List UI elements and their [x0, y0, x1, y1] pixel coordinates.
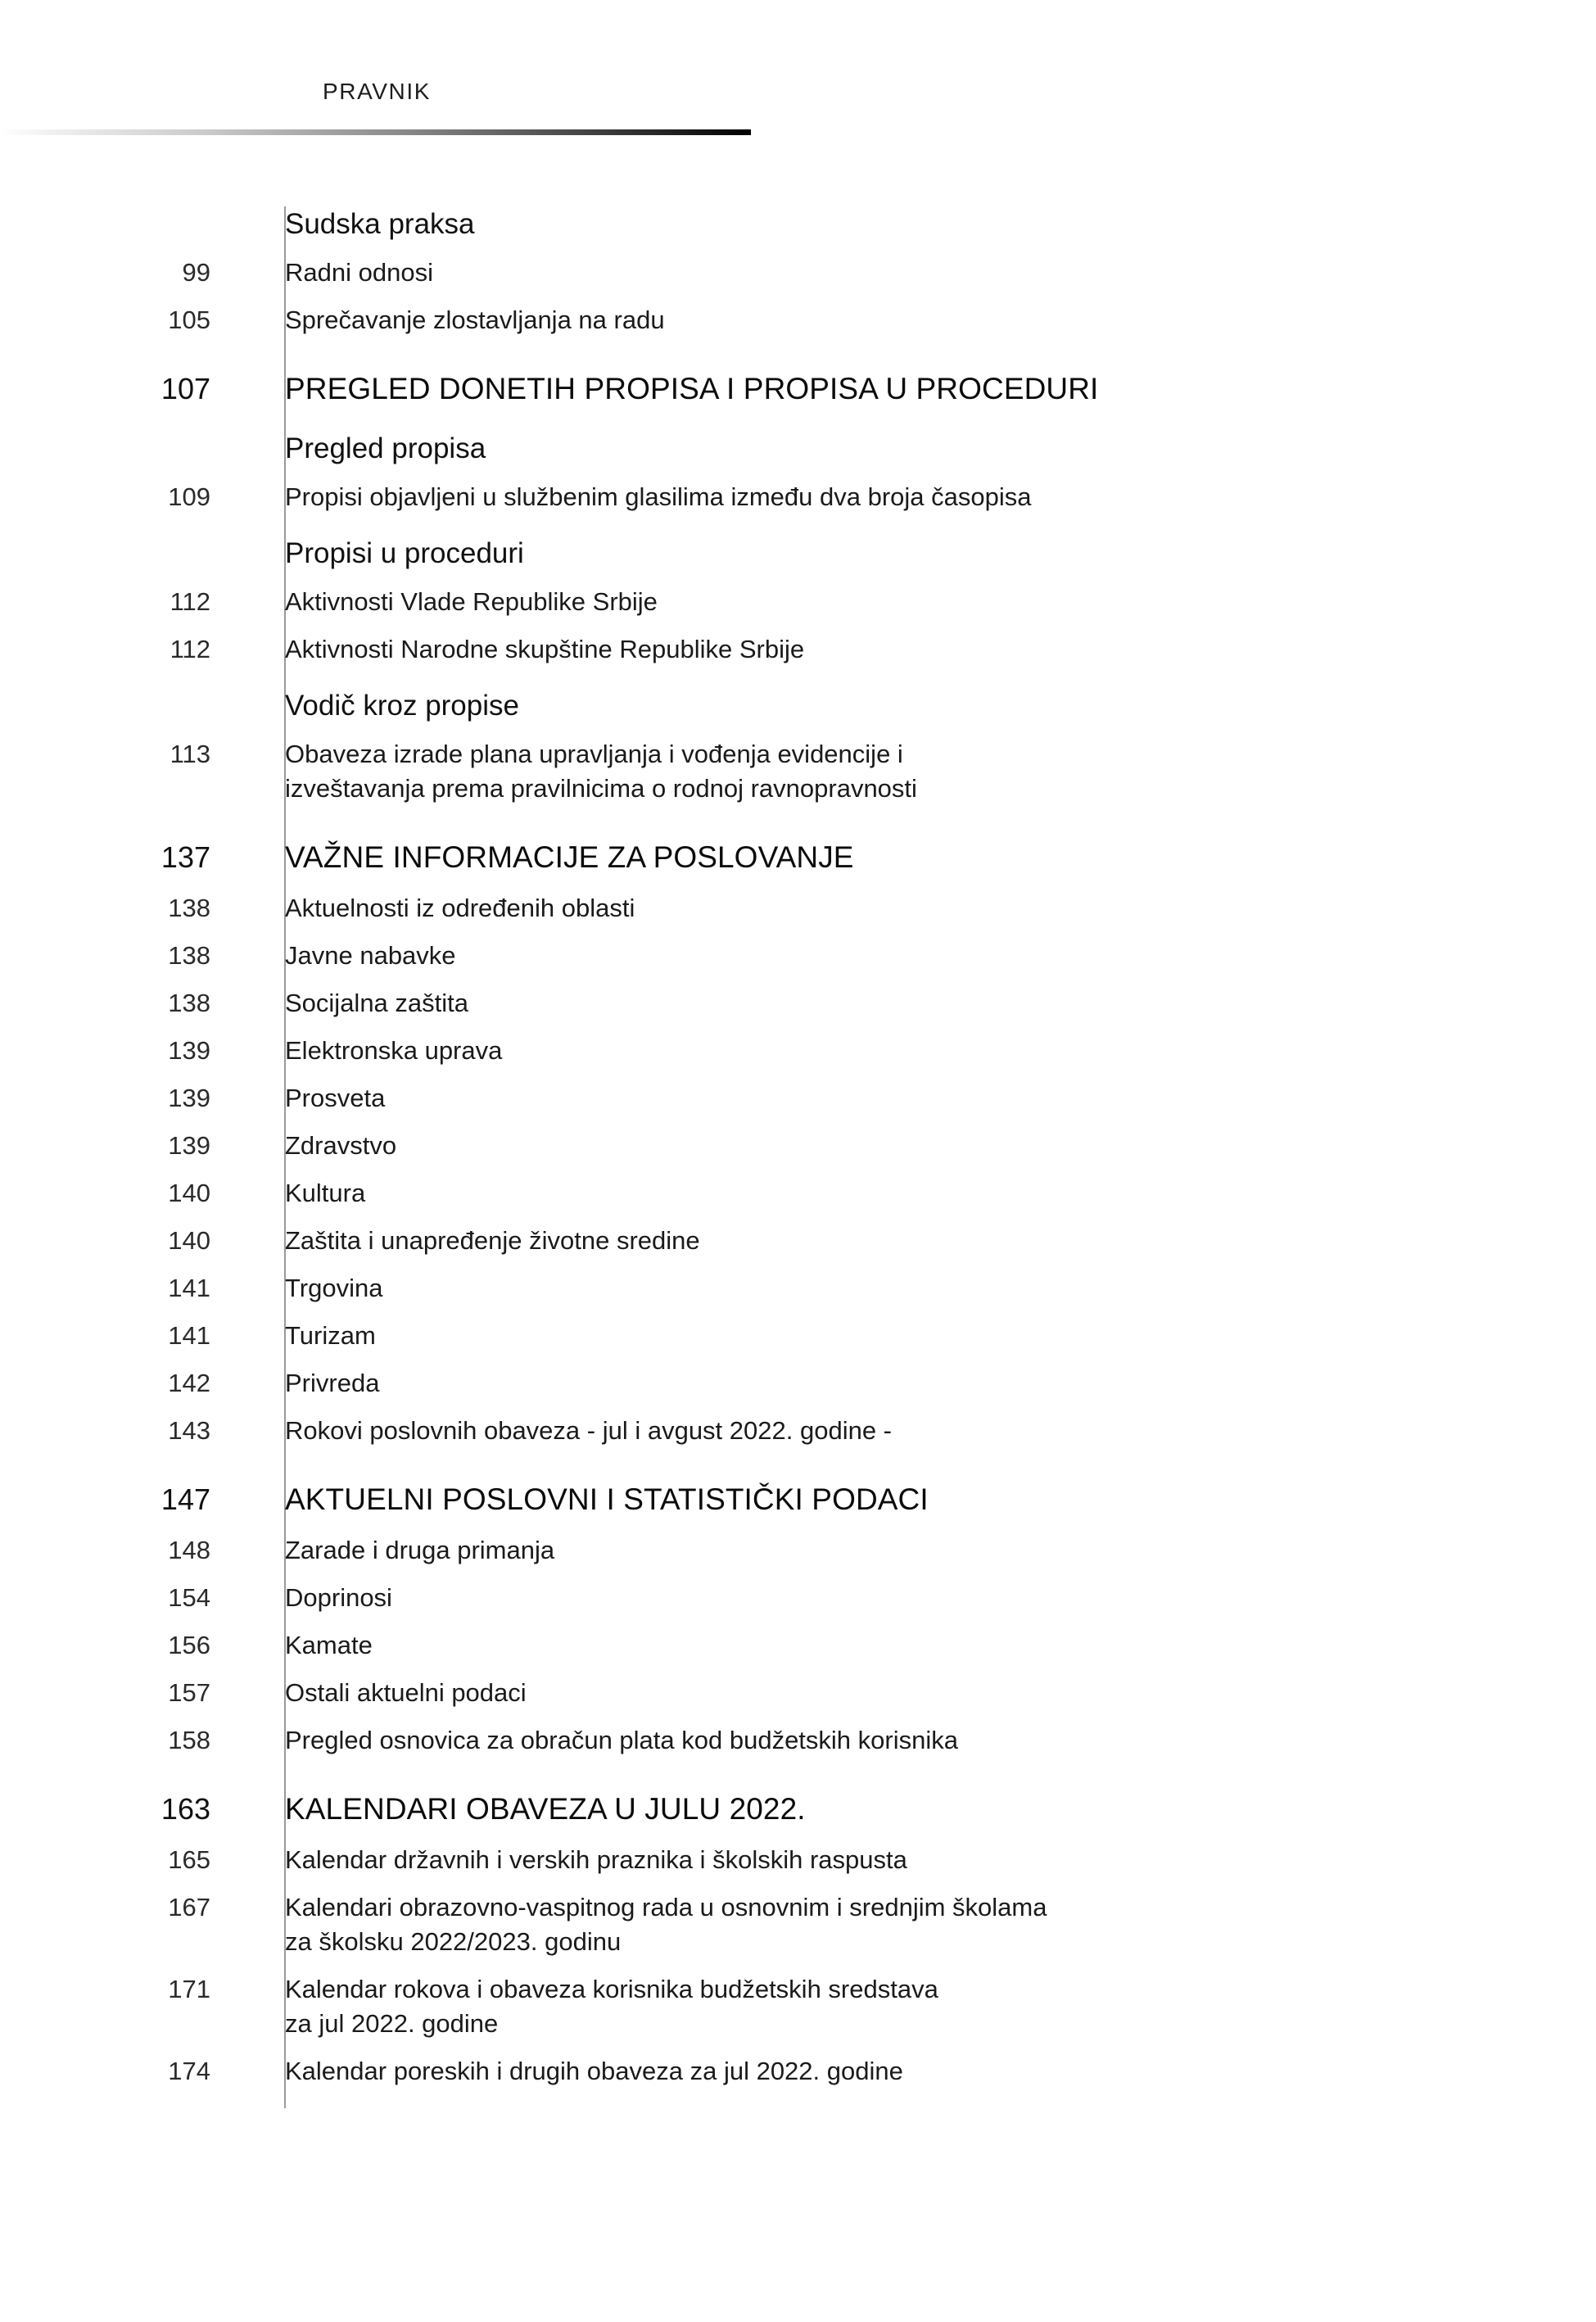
toc-page-number: 142: [168, 1369, 210, 1397]
toc-title-line: VAŽNE INFORMACIJE ZA POSLOVANJE: [285, 840, 854, 874]
toc-entry-row[interactable]: [0, 1319, 1596, 1353]
toc-entry-title: [250, 986, 1596, 1021]
toc-section-row[interactable]: [0, 1479, 1596, 1520]
toc-title-line: Zarade i druga primanja: [285, 1536, 555, 1564]
toc-title-line: Ostali aktuelni podaci: [285, 1678, 527, 1707]
toc-entry-title: [250, 256, 1596, 290]
toc-title-line: Aktivnosti Narodne skupštine Republike Srbije: [285, 635, 805, 663]
toc-page-number: 139: [168, 1036, 210, 1065]
toc-entry-row[interactable]: [0, 1034, 1596, 1068]
toc-title-line: Kultura: [285, 1179, 366, 1207]
toc-entry-title: [250, 837, 1596, 878]
toc-page-number: 174: [168, 2057, 210, 2085]
toc-section-row[interactable]: [0, 1789, 1596, 1830]
toc-entry-row[interactable]: [0, 256, 1596, 290]
toc-entry-row[interactable]: [0, 737, 1596, 806]
toc-title-line: KALENDARI OBAVEZA U JULU 2022.: [285, 1792, 806, 1826]
toc-page-number: 143: [168, 1416, 210, 1445]
toc-page-number: 139: [168, 1084, 210, 1112]
toc-entry-row[interactable]: [0, 1271, 1596, 1306]
toc-entry-row[interactable]: [0, 1414, 1596, 1448]
table-of-contents: [0, 206, 1596, 2108]
toc-entry-row[interactable]: [0, 1676, 1596, 1710]
toc-entry-row[interactable]: [0, 1628, 1596, 1663]
toc-title-line: Pregled propisa: [285, 432, 486, 464]
toc-entry-title: [250, 1224, 1596, 1258]
toc-title-line: AKTUELNI POSLOVNI I STATISTIČKI PODACI: [285, 1482, 929, 1516]
toc-entry-title: [250, 1533, 1596, 1568]
toc-title-line: Zaštita i unapređenje životne sredine: [285, 1226, 700, 1255]
toc-title-line: Kalendar državnih i verskih praznika i školskih raspusta: [285, 1845, 907, 1874]
toc-title-line: Doprinosi: [285, 1583, 392, 1612]
toc-page-number: 138: [168, 941, 210, 970]
toc-page-number: 163: [161, 1792, 210, 1826]
toc-entry-row[interactable]: [0, 480, 1596, 514]
toc-title-line: Kalendar poreskih i drugih obaveza za jul 2022. godine: [285, 2057, 903, 2085]
toc-page-number: 167: [168, 1893, 210, 1921]
toc-entry-title: [250, 1972, 1596, 2041]
page-title: PRAVNIK: [322, 79, 432, 104]
toc-title-line: Sudska praksa: [285, 208, 475, 240]
toc-title-line: PREGLED DONETIH PROPISA I PROPISA U PROCEDURI: [285, 372, 1099, 405]
toc-title-line: Propisi objavljeni u službenim glasilima između dva broja časopisa: [285, 482, 1032, 511]
toc-entry-title: [250, 431, 1596, 467]
toc-entry-row[interactable]: [0, 1890, 1596, 1959]
toc-entry-row[interactable]: [0, 1723, 1596, 1758]
toc-page-number: 154: [168, 1583, 210, 1612]
toc-entry-title: [250, 1319, 1596, 1353]
toc-title-line: Vodič kroz propise: [285, 690, 519, 722]
toc-entry-row[interactable]: [0, 1581, 1596, 1615]
toc-entry-row[interactable]: [0, 2054, 1596, 2089]
toc-entry-title: [250, 585, 1596, 619]
toc-title-line: Prosveta: [285, 1084, 386, 1112]
toc-entry-title: [250, 1034, 1596, 1068]
toc-title-line: Obaveza izrade plana upravljanja i vođenja evidencije i: [285, 740, 903, 768]
toc-title-line: Privreda: [285, 1369, 380, 1397]
toc-page-number: 147: [161, 1482, 210, 1516]
toc-title-line: Zdravstvo: [285, 1131, 397, 1160]
toc-subheading-row[interactable]: [0, 536, 1596, 572]
toc-entry-title: [250, 1676, 1596, 1710]
toc-title-line: Propisi u proceduri: [285, 537, 524, 569]
toc-entry-row[interactable]: [0, 1081, 1596, 1116]
toc-entry-title: [250, 1479, 1596, 1520]
toc-entry-title: [250, 632, 1596, 667]
toc-entry-row[interactable]: [0, 939, 1596, 973]
toc-subheading-row[interactable]: [0, 431, 1596, 467]
toc-entry-title: [250, 369, 1596, 410]
toc-page-number: 113: [170, 740, 210, 768]
toc-page-number: 99: [182, 258, 210, 287]
toc-page-number: 141: [168, 1274, 210, 1302]
toc-section-row[interactable]: [0, 369, 1596, 410]
toc-title-line: Kalendari obrazovno-vaspitnog rada u osnovnim i srednjim školama: [285, 1893, 1047, 1921]
toc-entry-title: [250, 688, 1596, 724]
toc-entry-title: [250, 1890, 1596, 1959]
toc-subheading-row[interactable]: [0, 688, 1596, 724]
page-header: [0, 0, 1596, 143]
toc-entry-title: [250, 1176, 1596, 1211]
toc-title-line: Aktivnosti Vlade Republike Srbije: [285, 587, 658, 616]
toc-entry-title: [250, 891, 1596, 926]
toc-page-number: 139: [168, 1131, 210, 1160]
toc-page-number: 140: [168, 1226, 210, 1255]
toc-entry-row[interactable]: [0, 891, 1596, 926]
header-gradient-rule: [0, 129, 751, 135]
toc-title-line-continued: za školsku 2022/2023. godinu: [285, 1927, 622, 1956]
toc-page-number: 138: [168, 989, 210, 1017]
toc-title-line: Aktuelnosti iz određenih oblasti: [285, 894, 635, 922]
toc-entry-title: [250, 1129, 1596, 1163]
toc-entry-row[interactable]: [0, 303, 1596, 337]
toc-title-line: Rokovi poslovnih obaveza - jul i avgust 2022. godine -: [285, 1416, 893, 1445]
toc-page-number: 112: [170, 635, 210, 663]
toc-title-line-continued: izveštavanja prema pravilnicima o rodnoj ravnopravnosti: [285, 774, 917, 803]
toc-page-number: 148: [168, 1536, 210, 1564]
toc-entry-title: [250, 536, 1596, 572]
toc-page-number: 105: [168, 306, 210, 334]
toc-entry-title: [250, 1081, 1596, 1116]
toc-page-number: 157: [168, 1678, 210, 1707]
toc-entry-row[interactable]: [0, 1843, 1596, 1877]
toc-page-number: 140: [168, 1179, 210, 1207]
toc-page-number: 165: [168, 1845, 210, 1874]
toc-entry-title: [250, 1414, 1596, 1448]
toc-entry-row[interactable]: [0, 585, 1596, 619]
toc-title-line: Socijalna zaštita: [285, 989, 469, 1017]
toc-entry-row[interactable]: [0, 1129, 1596, 1163]
toc-entry-title: [250, 737, 1596, 806]
toc-title-line: Radni odnosi: [285, 258, 433, 287]
toc-entry-row[interactable]: [0, 986, 1596, 1021]
toc-page-number: 158: [168, 1726, 210, 1754]
toc-entry-title: [250, 1723, 1596, 1758]
toc-entry-title: [250, 1843, 1596, 1877]
toc-page-number: 112: [170, 587, 210, 616]
toc-entry-title: [250, 1366, 1596, 1401]
toc-section-row[interactable]: [0, 837, 1596, 878]
toc-entry-row[interactable]: [0, 1972, 1596, 2041]
toc-entry-title: [250, 2054, 1596, 2089]
toc-title-line: Trgovina: [285, 1274, 383, 1302]
toc-page-number: 138: [168, 894, 210, 922]
toc-page-number: 107: [161, 372, 210, 405]
toc-title-line: Elektronska uprava: [285, 1036, 503, 1065]
toc-page-number: 109: [168, 482, 210, 511]
toc-entry-row[interactable]: [0, 1533, 1596, 1568]
toc-entry-row[interactable]: [0, 1224, 1596, 1258]
toc-entry-title: [250, 480, 1596, 514]
toc-entry-title: [250, 1271, 1596, 1306]
toc-page-number: 156: [168, 1631, 210, 1659]
toc-entry-row[interactable]: [0, 1176, 1596, 1211]
toc-title-line: Kalendar rokova i obaveza korisnika budžetskih sredstava: [285, 1975, 938, 2003]
toc-title-line: Pregled osnovica za obračun plata kod budžetskih korisnika: [285, 1726, 958, 1754]
toc-title-line: Javne nabavke: [285, 941, 456, 970]
toc-title-line: Turizam: [285, 1321, 376, 1350]
toc-page-number: 171: [168, 1975, 210, 2003]
toc-entry-title: [250, 1628, 1596, 1663]
toc-title-line-continued: za jul 2022. godine: [285, 2009, 499, 2038]
toc-entry-row[interactable]: [0, 1366, 1596, 1401]
toc-subheading-row[interactable]: [0, 206, 1596, 242]
toc-entry-title: [250, 206, 1596, 242]
toc-entry-title: [250, 303, 1596, 337]
toc-entry-title: [250, 939, 1596, 973]
toc-entry-title: [250, 1581, 1596, 1615]
toc-title-line: Sprečavanje zlostavljanja na radu: [285, 306, 665, 334]
toc-title-line: Kamate: [285, 1631, 373, 1659]
toc-page-number: 137: [161, 840, 210, 874]
toc-entry-row[interactable]: [0, 632, 1596, 667]
toc-page-number: 141: [168, 1321, 210, 1350]
toc-entry-title: [250, 1789, 1596, 1830]
